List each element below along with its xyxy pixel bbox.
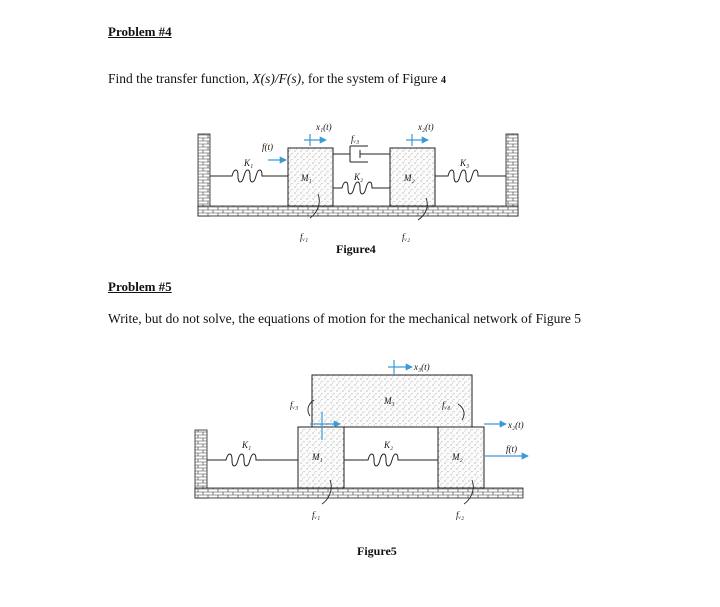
fig5-label-fv2: fᵥ₂ <box>456 510 465 520</box>
fig5-spring-k2 <box>344 454 438 466</box>
figure5 <box>195 360 528 520</box>
fig4-label-k2: K₂ <box>354 172 364 182</box>
fig4-right-wall <box>506 134 518 216</box>
problem4-math: X(s)/F(s) <box>252 71 302 86</box>
problem5-text: Write, but do not solve, the equations of motion for the mechanical network of Figure 5 <box>108 311 581 326</box>
fig5-label-k2: K₂ <box>384 440 394 450</box>
figure4-caption: Figure4 <box>336 242 376 256</box>
fig4-label-k1: K₁ <box>244 158 254 168</box>
fig4-label-k3: K₃ <box>460 158 470 168</box>
problem4-text-after: , for the system of Figure <box>301 71 441 86</box>
figure4 <box>198 122 518 242</box>
fig4-label-fv3: fᵥ₃ <box>351 134 360 144</box>
problem4-fig-ref: 4 <box>440 75 446 86</box>
fig5-ground <box>195 488 523 498</box>
fig5-spring-k1 <box>207 454 298 466</box>
fig5-label-x3: x₃(t) <box>414 362 430 372</box>
fig5-label-fv1: fᵥ₁ <box>312 510 321 520</box>
problem4-heading: Problem #4 <box>108 24 172 39</box>
problem5-heading: Problem #5 <box>108 279 172 294</box>
fig4-label-m2: M₂ <box>404 173 415 183</box>
fig4-x2-marker <box>406 134 428 146</box>
fig5-label-m2: M₂ <box>452 452 463 462</box>
fig5-label-m1: M₁ <box>312 452 323 462</box>
fig4-x1-marker <box>304 134 326 146</box>
problem4-text-before: Find the transfer function, <box>108 71 253 86</box>
fig4-label-f: f(t) <box>262 142 273 152</box>
fig5-label-fv4: fᵥ₄ <box>442 400 451 410</box>
fig4-spring-k1 <box>210 170 288 182</box>
figure5-caption: Figure5 <box>357 544 397 558</box>
fig4-label-x2: x₂(t) <box>418 122 434 132</box>
fig5-label-fv3: fᵥ₃ <box>290 400 299 410</box>
fig4-dashpot-fv3 <box>333 146 390 162</box>
fig4-ground <box>198 206 518 216</box>
fig5-x3-marker <box>388 360 412 374</box>
fig5-label-k1: K₁ <box>242 440 252 450</box>
fig4-label-fv1: fᵥ₁ <box>300 232 309 242</box>
fig4-label-fv2: fᵥ₂ <box>402 232 411 242</box>
fig5-label-x2: x₂(t) <box>508 420 524 430</box>
fig4-spring-k2 <box>333 182 390 194</box>
fig4-spring-k3 <box>435 170 506 182</box>
fig5-label-f: f(t) <box>506 444 517 454</box>
fig4-label-m1: M₁ <box>301 173 312 183</box>
fig5-label-m3: M₃ <box>384 396 395 406</box>
fig4-left-wall <box>198 134 210 216</box>
fig4-label-x1: x₁(t) <box>316 122 332 132</box>
